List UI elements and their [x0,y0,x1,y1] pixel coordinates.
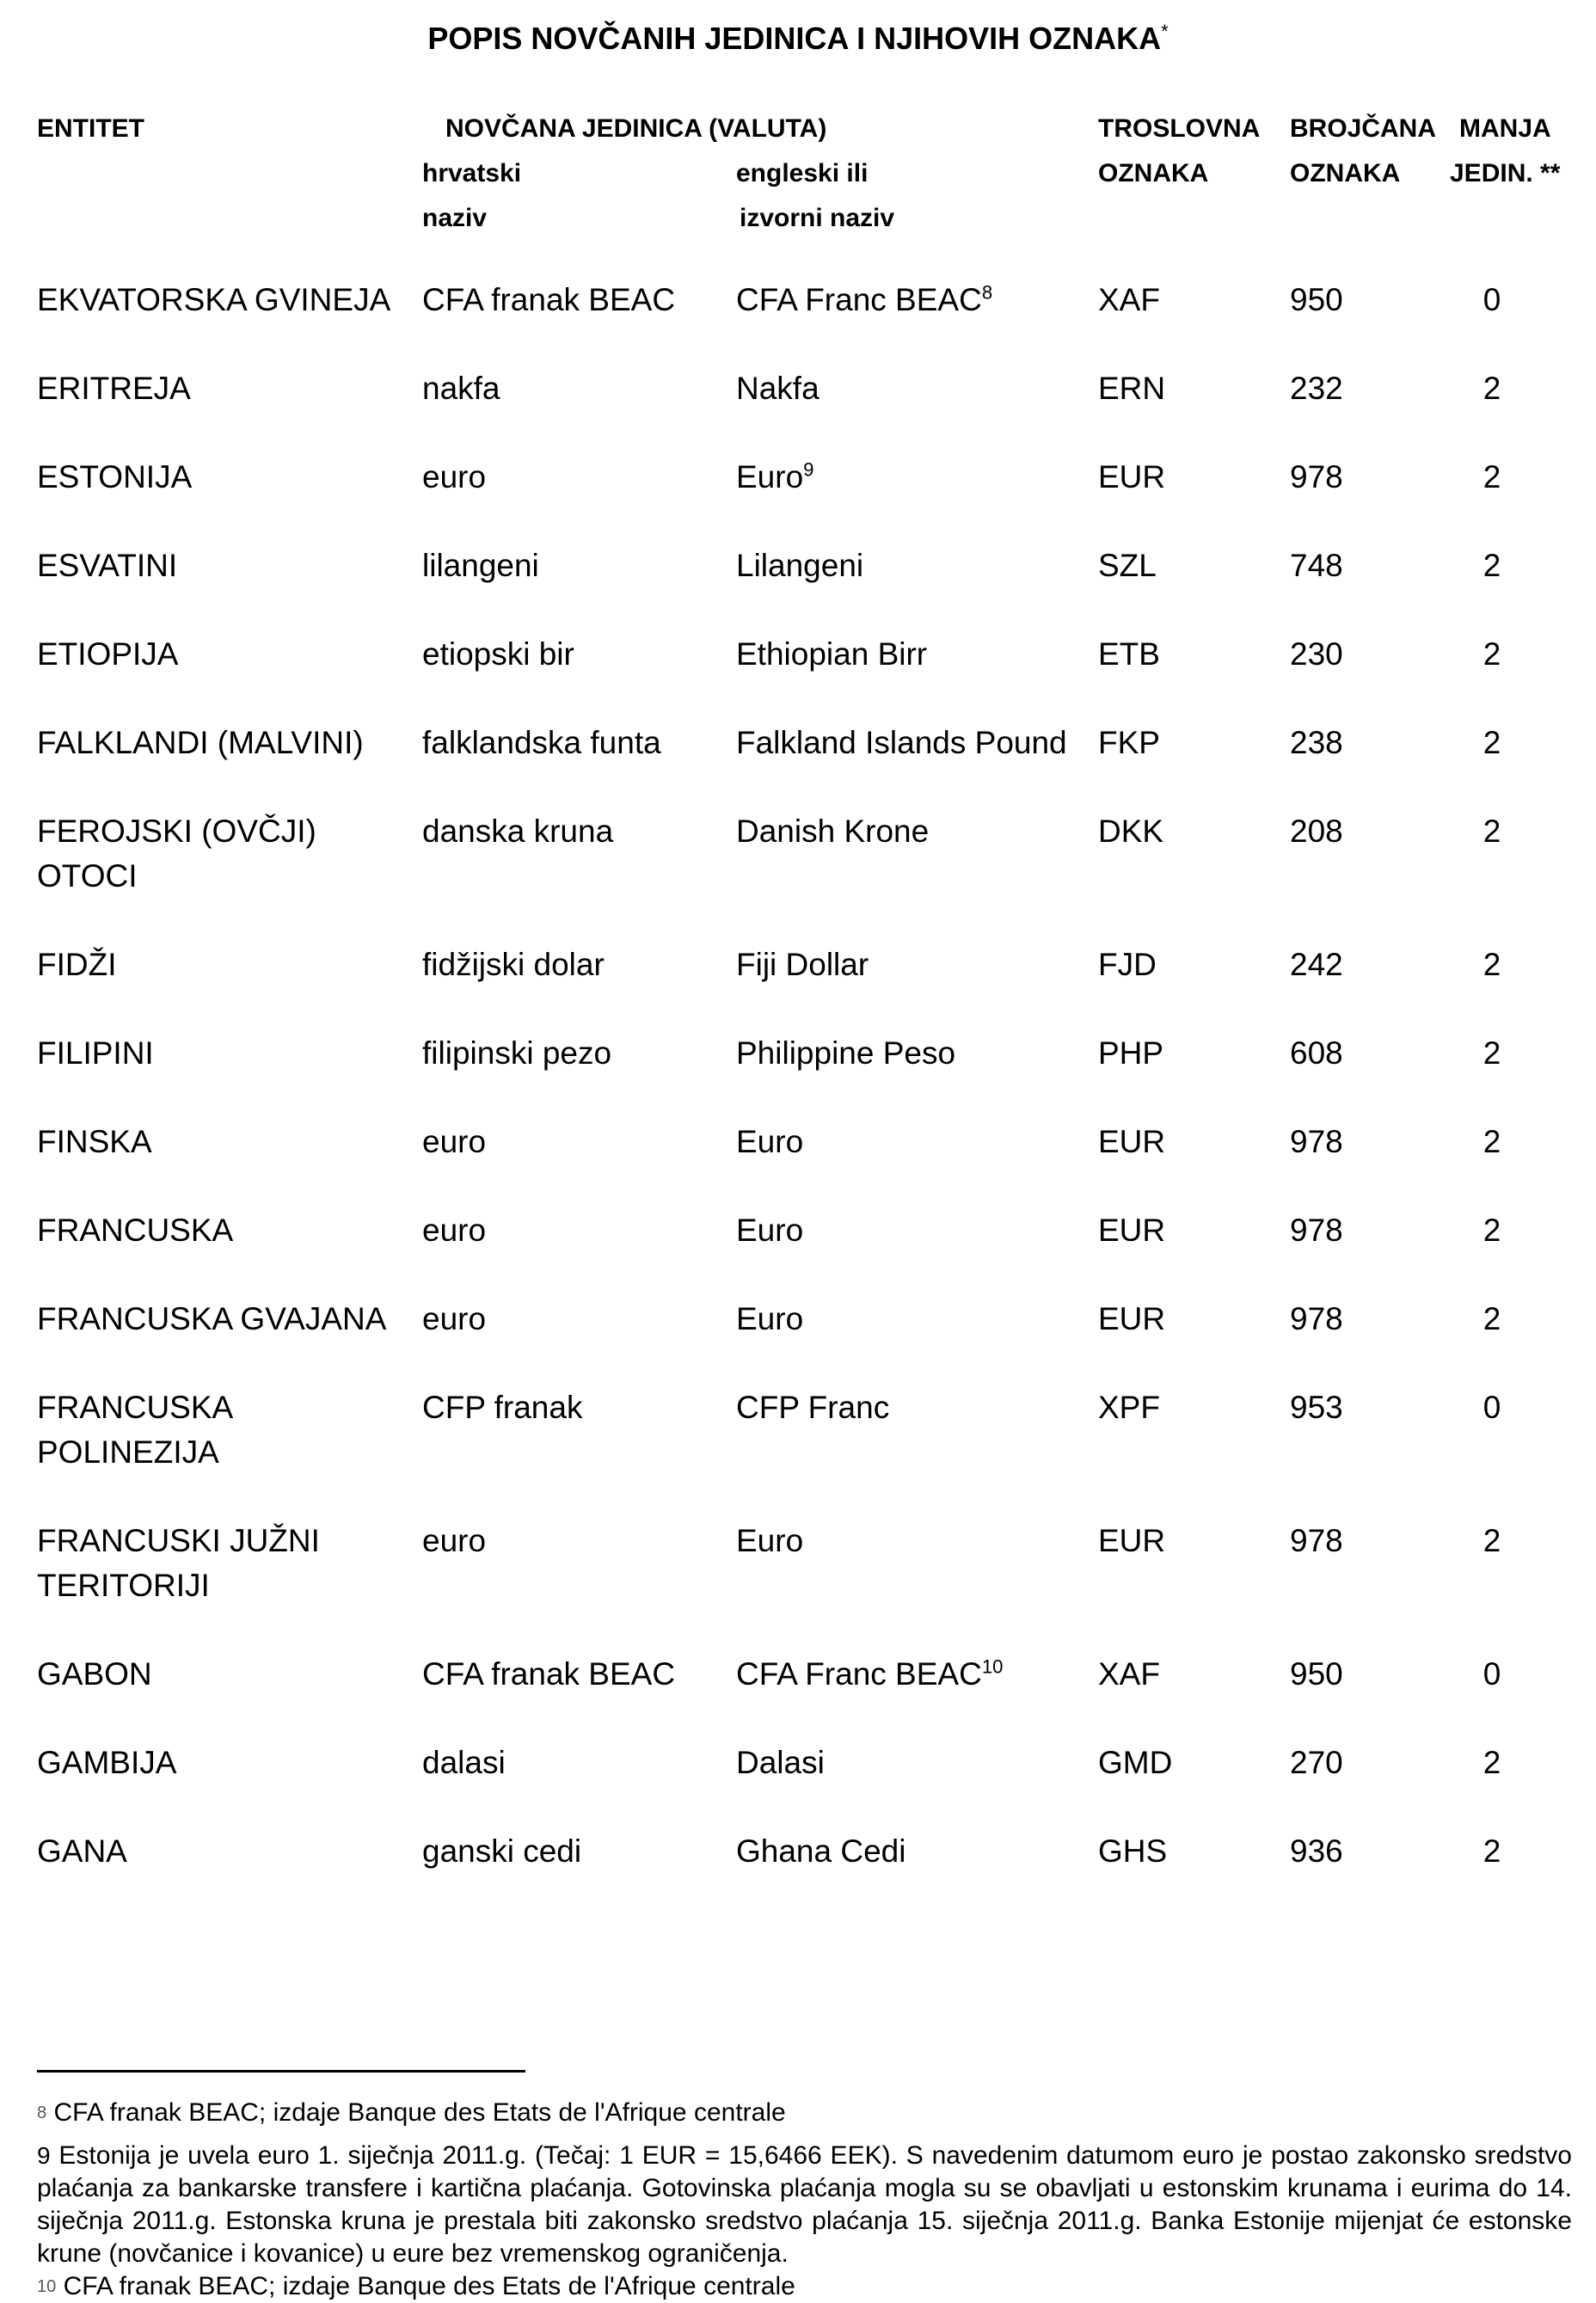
minor-unit-cell [1462,278,1522,322]
minor-unit-cell-text: 2 [1482,1213,1501,1248]
hr-name-cell [422,1385,723,1430]
minor-unit-cell-text: 2 [1482,1301,1501,1336]
footnote-text: CFA franak BEAC; izdaje Banque des Etats de l'Afrique centrale [63,2272,795,2300]
hr-name-cell [422,632,723,677]
alpha-code-cell-text: EUR [1098,459,1166,494]
minor-unit-cell [1462,1120,1522,1164]
table-row [0,1208,1596,1297]
entity-cell [37,366,415,411]
footnote-ref[interactable]: 9 [803,458,814,481]
entity-cell [37,1208,415,1253]
footnote-ref[interactable]: 8 [981,281,993,304]
en-name-cell [736,1741,1089,1785]
en-name-cell-text: Ghana Cedi [736,1833,906,1869]
alpha-code-cell [1098,1120,1165,1164]
minor-unit-cell-text: 0 [1482,1390,1501,1425]
minor-unit-cell-text: 2 [1482,636,1501,672]
en-name-cell-text: Lilangeni [736,548,864,583]
entity-cell-text: FRANCUSKA [37,1213,234,1248]
numeric-code-cell-text: 950 [1290,282,1343,317]
entity-cell [37,1031,415,1076]
entity-cell-text: EKVATORSKA GVINEJA [37,282,391,317]
alpha-code-cell-text: ETB [1098,636,1160,672]
table-row [0,366,1596,455]
entity-cell [37,632,415,677]
alpha-code-cell [1098,1829,1167,1874]
title-text: POPIS NOVČANIH JEDINICA I NJIHOVIH OZNAKA [427,21,1162,56]
numeric-code-cell-text: 238 [1290,725,1343,760]
minor-unit-cell [1462,1652,1522,1697]
header-num-2: OZNAKA [1290,159,1401,187]
en-name-cell [736,1385,1089,1430]
minor-unit-cell-text: 2 [1482,1745,1501,1780]
minor-unit-cell-text: 2 [1482,459,1501,494]
en-name-cell-text: Danish Krone [736,814,930,849]
numeric-code-cell [1290,1208,1343,1253]
en-name-cell [736,809,1089,854]
hr-name-cell-text: ganski cedi [422,1833,582,1869]
hr-name-cell-text: nakfa [422,371,500,406]
en-name-cell [736,1829,1089,1874]
entity-cell [37,1297,415,1342]
en-name-cell-text: Dalasi [736,1745,825,1780]
alpha-code-cell-text: EUR [1098,1523,1166,1558]
alpha-code-cell-text: XAF [1098,1656,1160,1692]
alpha-code-cell [1098,1652,1160,1697]
footnote-text: Estonija je uvela euro 1. siječnja 2011.g. (Tečaj: 1 EUR = 15,6466 EEK). S navedenim datumom euro je postao zakonsko sredstvo plaćanja za bankarske transfere i kartična plaćanja. Gotovinska plaćanja mogla su se obavljati u estonskim krunama i eurima do 14. siječnja 2011.g. Estonska kruna je prestala biti zakonsko sredstvo plaćanja 15. siječnja 2011.g. Banka Estonije mijenjat će estonske krune (novčanice i kovanice) u eure bez vremenskog ograničenja. [37,2141,1572,2268]
numeric-code-cell-text: 230 [1290,636,1343,672]
entity-cell-text: FRANCUSKA GVAJANA [37,1301,387,1336]
table-row [0,721,1596,809]
table-row [0,1297,1596,1385]
entity-cell-text: FILIPINI [37,1035,154,1071]
entity-cell [37,544,415,588]
header-minor-2: JEDIN. ** [1450,159,1561,187]
numeric-code-cell [1290,1519,1343,1563]
en-name-cell-text: Philippine Peso [736,1035,956,1071]
header-en-1: engleski ili [736,159,869,187]
alpha-code-cell-text: FKP [1098,725,1160,760]
minor-unit-cell [1462,1208,1522,1253]
numeric-code-cell [1290,721,1343,765]
footnote [37,2140,1572,2270]
header-num-1: BROJČANA [1290,114,1437,143]
minor-unit-cell-text: 2 [1482,947,1501,982]
minor-unit-cell-text: 2 [1482,1035,1501,1071]
hr-name-cell-text: CFA franak BEAC [422,1656,676,1692]
hr-name-cell-text: euro [422,1124,487,1159]
hr-name-cell [422,1208,723,1253]
hr-name-cell [422,809,723,854]
header-minor-1: MANJA [1459,114,1551,143]
numeric-code-cell [1290,809,1343,854]
numeric-code-cell [1290,278,1343,322]
minor-unit-cell [1462,544,1522,588]
alpha-code-cell-text: PHP [1098,1035,1164,1071]
minor-unit-cell [1462,632,1522,677]
title-footnote-mark: * [1161,21,1169,42]
entity-cell [37,1741,415,1785]
alpha-code-cell-text: DKK [1098,814,1164,849]
hr-name-cell-text: danska kruna [422,814,614,849]
alpha-code-cell [1098,721,1160,765]
en-name-cell-text: Euro [736,1124,804,1159]
minor-unit-cell-text: 0 [1482,282,1501,317]
en-name-cell [736,943,1089,987]
numeric-code-cell [1290,943,1343,987]
hr-name-cell [422,1519,723,1563]
numeric-code-cell [1290,1031,1343,1076]
en-name-cell-text: CFP Franc [736,1390,890,1425]
hr-name-cell-text: lilangeni [422,548,539,583]
entity-cell-text: ETIOPIJA [37,636,179,672]
hr-name-cell-text: CFP franak [422,1390,583,1425]
hr-name-cell-text: euro [422,1301,487,1336]
alpha-code-cell [1098,278,1160,322]
entity-cell-text: ESVATINI [37,548,178,583]
numeric-code-cell [1290,1297,1343,1342]
en-name-cell [736,278,1089,322]
entity-cell-text: GABON [37,1656,152,1692]
numeric-code-cell-text: 978 [1290,459,1343,494]
hr-name-cell-text: dalasi [422,1745,506,1780]
footnote-mark: 9 [37,2142,51,2169]
entity-cell-text: GAMBIJA [37,1745,177,1780]
header-currency: NOVČANA JEDINICA (VALUTA) [445,114,827,143]
entity-cell [37,1519,415,1608]
hr-name-cell-text: etiopski bir [422,636,574,672]
minor-unit-cell [1462,809,1522,854]
en-name-cell-text: Ethiopian Birr [736,636,928,672]
alpha-code-cell [1098,1208,1165,1253]
table-row [0,632,1596,721]
hr-name-cell [422,455,723,500]
minor-unit-cell [1462,943,1522,987]
table-row [0,1031,1596,1120]
minor-unit-cell [1462,1741,1522,1785]
alpha-code-cell [1098,1519,1165,1563]
table-row [0,544,1596,632]
numeric-code-cell [1290,455,1343,500]
numeric-code-cell-text: 748 [1290,548,1343,583]
numeric-code-cell-text: 978 [1290,1124,1343,1159]
table-row [0,1120,1596,1208]
entity-cell [37,809,415,899]
alpha-code-cell-text: GHS [1098,1833,1168,1869]
en-name-cell-text: CFA Franc BEAC [736,1656,982,1692]
alpha-code-cell-text: GMD [1098,1745,1173,1780]
alpha-code-cell-text: EUR [1098,1213,1166,1248]
numeric-code-cell-text: 242 [1290,947,1343,982]
numeric-code-cell-text: 208 [1290,814,1343,849]
footnote-ref[interactable]: 10 [981,1655,1004,1678]
alpha-code-cell-text: EUR [1098,1301,1166,1336]
hr-name-cell [422,721,723,765]
minor-unit-cell [1462,455,1522,500]
entity-cell-text: GANA [37,1833,127,1869]
alpha-code-cell [1098,455,1165,500]
hr-name-cell-text: euro [422,1523,487,1558]
header-alpha-2: OZNAKA [1098,159,1209,187]
en-name-cell-text: Euro [736,1523,804,1558]
header-hr-1: hrvatski [422,159,522,187]
en-name-cell-text: Euro [736,1213,804,1248]
alpha-code-cell [1098,1385,1160,1430]
entity-cell-text: FIDŽI [37,947,117,982]
minor-unit-cell-text: 2 [1482,725,1501,760]
en-name-cell-text: Falkland Islands Pound [736,725,1067,760]
hr-name-cell-text: fidžijski dolar [422,947,605,982]
numeric-code-cell [1290,1741,1343,1785]
entity-cell [37,721,415,765]
en-name-cell [736,632,1089,677]
currency-table [0,278,1596,1918]
entity-cell [37,278,415,322]
entity-cell-text: FRANCUSKA POLINEZIJA [37,1390,232,1470]
footnote-mark: 10 [37,2277,57,2296]
footnote-mark: 8 [37,2103,47,2122]
en-name-cell [736,1519,1089,1563]
table-row [0,1741,1596,1829]
hr-name-cell [422,366,723,411]
minor-unit-cell-text: 2 [1482,814,1501,849]
minor-unit-cell [1462,1829,1522,1874]
hr-name-cell-text: falklandska funta [422,725,661,760]
footnote [37,2097,1572,2129]
minor-unit-cell-text: 2 [1482,1523,1501,1558]
entity-cell [37,1652,415,1697]
en-name-cell-text: Fiji Dollar [736,947,869,982]
entity-cell-text: FEROJSKI (OVČJI) OTOCI [37,814,316,894]
minor-unit-cell-text: 2 [1482,1833,1501,1869]
numeric-code-cell [1290,1652,1343,1697]
en-name-cell-text: Euro [736,459,804,494]
numeric-code-cell [1290,1829,1343,1874]
header-en-2: izvorni naziv [740,204,895,232]
hr-name-cell [422,1652,723,1697]
table-row [0,455,1596,544]
minor-unit-cell [1462,1297,1522,1342]
entity-cell [37,943,415,987]
hr-name-cell [422,1741,723,1785]
en-name-cell [736,1297,1089,1342]
hr-name-cell [422,1031,723,1076]
table-row [0,1652,1596,1741]
entity-cell-text: FALKLANDI (MALVINI) [37,725,364,760]
en-name-cell [736,455,1089,500]
hr-name-cell [422,943,723,987]
entity-cell [37,1829,415,1874]
header-alpha-1: TROSLOVNA [1098,114,1261,143]
numeric-code-cell-text: 950 [1290,1656,1343,1692]
hr-name-cell [422,278,723,322]
alpha-code-cell-text: XAF [1098,282,1160,317]
header-entity: ENTITET [37,114,144,143]
numeric-code-cell-text: 936 [1290,1833,1343,1869]
numeric-code-cell-text: 978 [1290,1213,1343,1248]
alpha-code-cell [1098,1297,1165,1342]
minor-unit-cell [1462,1385,1522,1430]
table-row [0,943,1596,1031]
hr-name-cell [422,1120,723,1164]
numeric-code-cell [1290,1120,1343,1164]
numeric-code-cell [1290,544,1343,588]
en-name-cell-text: Nakfa [736,371,819,406]
en-name-cell [736,1031,1089,1076]
numeric-code-cell [1290,366,1343,411]
minor-unit-cell-text: 2 [1482,548,1501,583]
entity-cell-text: ERITREJA [37,371,191,406]
alpha-code-cell [1098,809,1163,854]
entity-cell-text: FRANCUSKI JUŽNI TERITORIJI [37,1523,320,1603]
entity-cell [37,455,415,500]
numeric-code-cell [1290,632,1343,677]
alpha-code-cell [1098,366,1165,411]
en-name-cell-text: Euro [736,1301,804,1336]
alpha-code-cell [1098,1031,1163,1076]
minor-unit-cell-text: 2 [1482,1124,1501,1159]
en-name-cell-text: CFA Franc BEAC [736,282,982,317]
en-name-cell [736,544,1089,588]
footnote-divider [37,2070,525,2073]
hr-name-cell-text: filipinski pezo [422,1035,612,1071]
numeric-code-cell [1290,1385,1343,1430]
table-row [0,278,1596,366]
hr-name-cell [422,1297,723,1342]
hr-name-cell-text: CFA franak BEAC [422,282,676,317]
alpha-code-cell-text: XPF [1098,1390,1160,1425]
footnote [37,2270,1572,2303]
alpha-code-cell [1098,632,1160,677]
numeric-code-cell-text: 270 [1290,1745,1343,1780]
entity-cell-text: ESTONIJA [37,459,193,494]
alpha-code-cell [1098,943,1157,987]
header-hr-2: naziv [422,204,488,232]
en-name-cell [736,721,1089,765]
entity-cell [37,1120,415,1164]
alpha-code-cell-text: ERN [1098,371,1166,406]
table-row [0,1829,1596,1918]
hr-name-cell [422,544,723,588]
table-row [0,1385,1596,1519]
minor-unit-cell [1462,366,1522,411]
entity-cell [37,1385,415,1475]
minor-unit-cell [1462,721,1522,765]
en-name-cell [736,1120,1089,1164]
table-row [0,809,1596,943]
page-title [0,21,1596,57]
entity-cell-text: FINSKA [37,1124,152,1159]
alpha-code-cell [1098,544,1157,588]
minor-unit-cell [1462,1519,1522,1563]
minor-unit-cell-text: 0 [1482,1656,1501,1692]
numeric-code-cell-text: 608 [1290,1035,1343,1071]
alpha-code-cell-text: SZL [1098,548,1157,583]
alpha-code-cell [1098,1741,1172,1785]
numeric-code-cell-text: 953 [1290,1390,1343,1425]
footnote-text: CFA franak BEAC; izdaje Banque des Etats de l'Afrique centrale [53,2098,786,2127]
minor-unit-cell-text: 2 [1482,371,1501,406]
en-name-cell [736,1652,1089,1697]
numeric-code-cell-text: 978 [1290,1301,1343,1336]
hr-name-cell [422,1829,723,1874]
alpha-code-cell-text: FJD [1098,947,1157,982]
minor-unit-cell [1462,1031,1522,1076]
en-name-cell [736,1208,1089,1253]
numeric-code-cell-text: 978 [1290,1523,1343,1558]
alpha-code-cell-text: EUR [1098,1124,1166,1159]
en-name-cell [736,366,1089,411]
numeric-code-cell-text: 232 [1290,371,1343,406]
hr-name-cell-text: euro [422,1213,487,1248]
hr-name-cell-text: euro [422,459,487,494]
table-row [0,1519,1596,1652]
